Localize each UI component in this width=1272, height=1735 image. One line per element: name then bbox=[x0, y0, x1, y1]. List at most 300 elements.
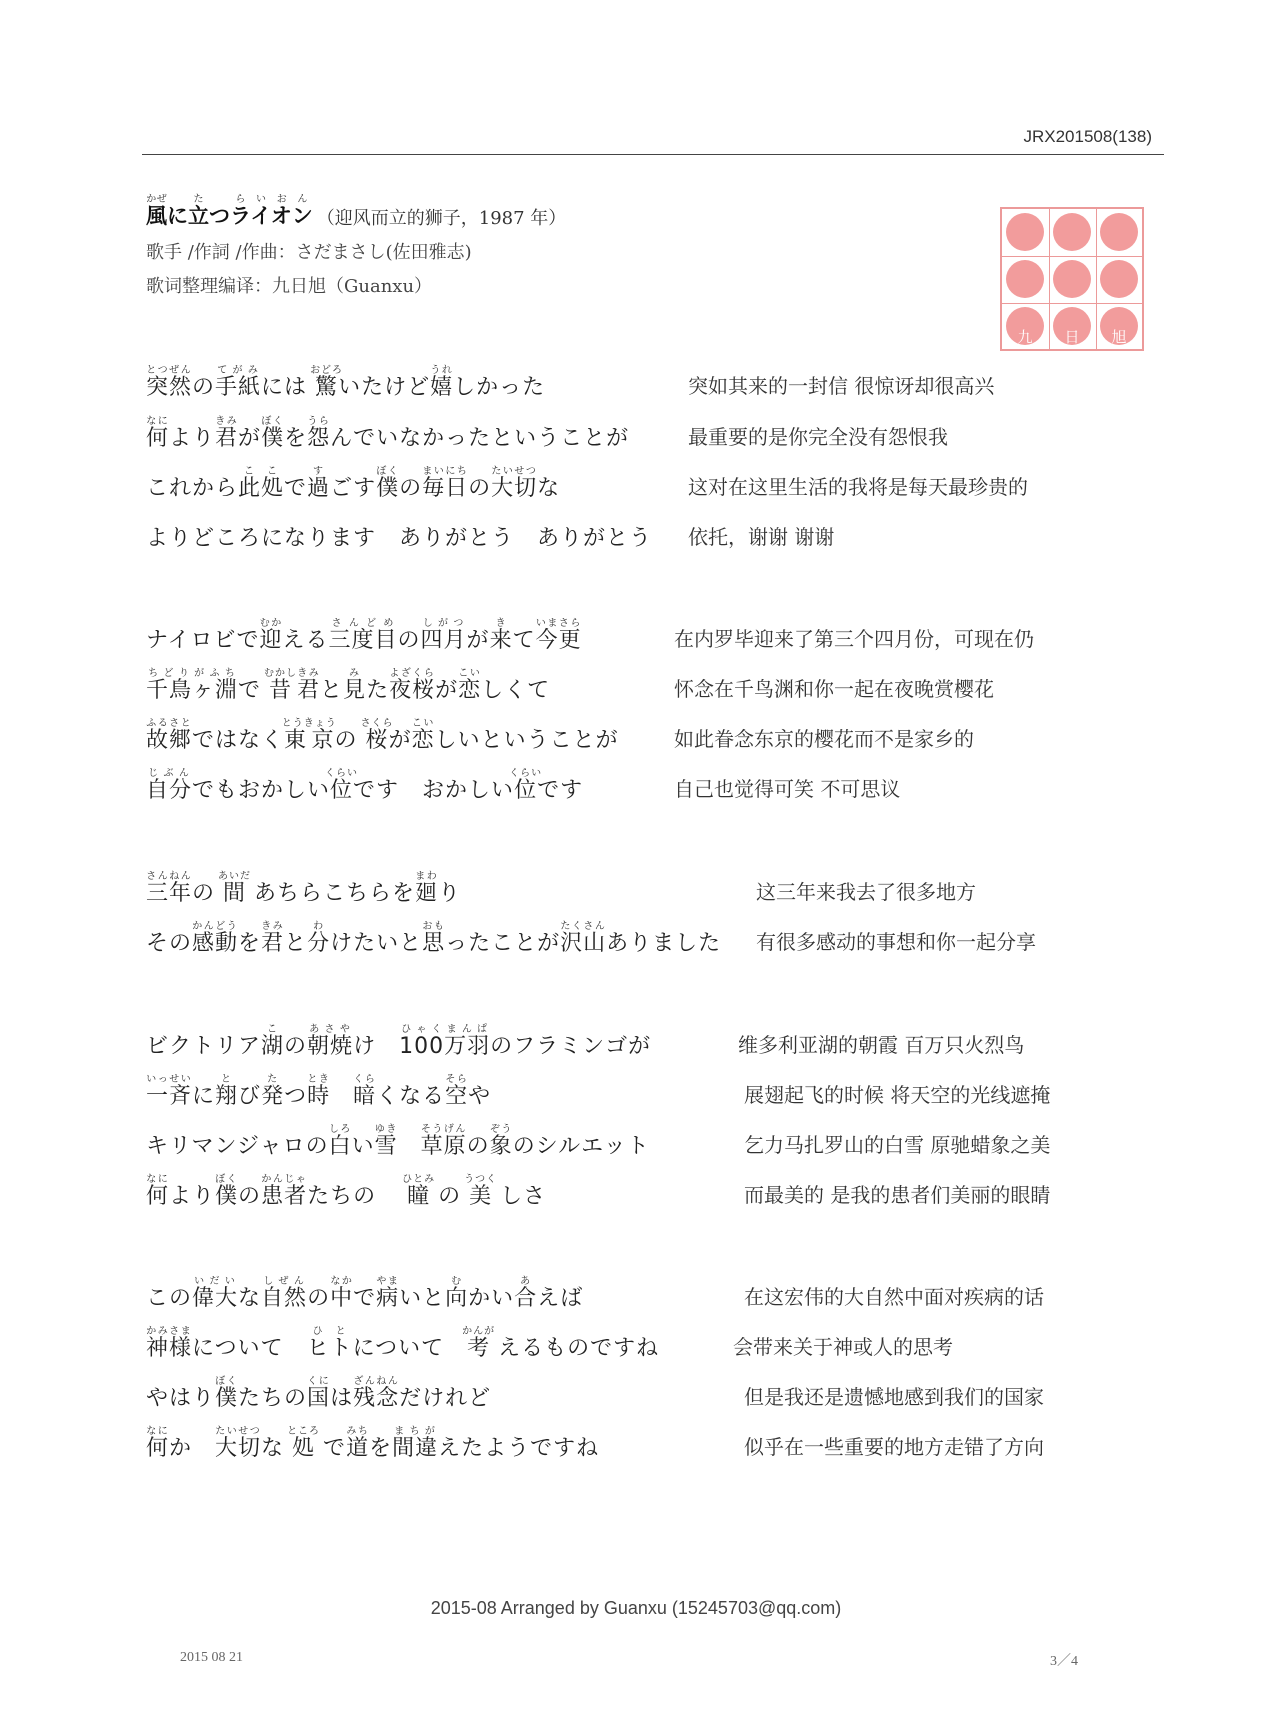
ruby-word bbox=[146, 1426, 170, 1461]
ruby-word bbox=[281, 718, 337, 753]
stamp-grid-line bbox=[1049, 209, 1050, 349]
furigana: かんどう bbox=[192, 921, 239, 932]
ruby-base: 偉大 bbox=[192, 1286, 239, 1311]
chinese-translation: 突如其来的一封信 很惊讶却很高兴 bbox=[688, 374, 995, 398]
furigana: なに bbox=[146, 1174, 170, 1185]
lyric-line bbox=[146, 1116, 1172, 1164]
ruby-word bbox=[261, 921, 285, 956]
ruby-word bbox=[353, 1376, 400, 1411]
furigana: きみ bbox=[297, 668, 321, 679]
furigana: かぜ bbox=[146, 194, 167, 205]
ruby-word bbox=[215, 1376, 239, 1411]
arranged-by-footer: 2015-08 Arranged by Guanxu (15245703@qq.com) bbox=[430, 1598, 842, 1618]
ruby-base: 何 bbox=[146, 1436, 170, 1461]
seal-stamp-logo bbox=[1000, 207, 1144, 351]
ruby-base: 道 bbox=[346, 1436, 370, 1461]
furigana: わ bbox=[307, 921, 331, 932]
lyric-line bbox=[146, 508, 1172, 556]
ruby-base: 国 bbox=[307, 1386, 331, 1411]
lyric-text: つ bbox=[209, 204, 230, 228]
furigana: と bbox=[215, 1074, 239, 1085]
ruby-base: 朝焼 bbox=[307, 1034, 354, 1059]
lyric-text: いと bbox=[399, 1286, 446, 1311]
chinese-translation: 维多利亚湖的朝霞 百万只火烈鸟 bbox=[738, 1033, 1025, 1057]
ruby-word bbox=[325, 768, 359, 803]
lyric-text: について bbox=[192, 1336, 307, 1361]
lyric-text: て bbox=[512, 628, 536, 653]
furigana: おどろ bbox=[310, 365, 344, 376]
lyric-text: です bbox=[537, 778, 584, 803]
title-line bbox=[146, 194, 566, 230]
furigana: さんどめ bbox=[328, 618, 398, 629]
ruby-word bbox=[420, 618, 467, 653]
document-id: JRX201508(138) bbox=[1023, 127, 1152, 146]
furigana: む bbox=[445, 1276, 469, 1287]
lyric-text: の bbox=[399, 476, 423, 501]
ruby-word bbox=[462, 1326, 496, 1361]
ruby-word bbox=[343, 668, 367, 703]
furigana: たくさん bbox=[560, 921, 607, 932]
furigana: まちが bbox=[392, 1426, 439, 1437]
furigana: まわ bbox=[415, 871, 439, 882]
lyric-text: くなる bbox=[376, 1084, 446, 1109]
furigana: くらい bbox=[509, 768, 543, 779]
ruby-base: 患者 bbox=[261, 1184, 308, 1209]
furigana: じぶん bbox=[146, 768, 192, 779]
lyric-text: には bbox=[261, 375, 316, 400]
furigana: た bbox=[188, 194, 209, 205]
ruby-word bbox=[218, 871, 252, 906]
ruby-word bbox=[261, 1276, 308, 1311]
ruby-word bbox=[146, 365, 193, 400]
ruby-word bbox=[287, 1426, 321, 1461]
lyric-text: を bbox=[369, 1436, 393, 1461]
ruby-base: 象 bbox=[489, 1134, 513, 1159]
stamp-dot bbox=[1053, 260, 1091, 298]
chinese-translation: 似乎在一些重要的地方走错了方向 bbox=[744, 1435, 1044, 1459]
furigana: しがつ bbox=[420, 618, 467, 629]
ruby-base: 何 bbox=[146, 426, 170, 451]
japanese-lyric bbox=[146, 1426, 599, 1462]
japanese-lyric bbox=[146, 1174, 546, 1210]
japanese-lyric bbox=[146, 871, 461, 907]
ruby-word bbox=[307, 1024, 354, 1059]
arranger-line: 歌词整理编译：九日旭（Guanxu） bbox=[146, 276, 433, 297]
furigana: ぼく bbox=[261, 416, 285, 427]
ruby-base: 病 bbox=[376, 1286, 400, 1311]
lyric-line bbox=[146, 610, 1172, 658]
lyric-text: この bbox=[146, 1286, 193, 1311]
lyric-text: だけれど bbox=[399, 1386, 492, 1411]
furigana: き bbox=[489, 618, 513, 629]
japanese-lyric bbox=[146, 365, 545, 401]
ruby-word bbox=[215, 416, 239, 451]
furigana: なに bbox=[146, 1426, 170, 1437]
ruby-word bbox=[353, 1074, 377, 1109]
ruby-base: 僕 bbox=[215, 1386, 239, 1411]
ruby-word bbox=[146, 1174, 170, 1209]
lyric-line bbox=[146, 1368, 1172, 1416]
song-title bbox=[146, 194, 313, 230]
furigana: かみさま bbox=[146, 1326, 193, 1337]
furigana: ちどりがふち bbox=[146, 668, 238, 679]
furigana: いっせい bbox=[146, 1074, 193, 1085]
japanese-lyric bbox=[146, 1074, 491, 1110]
lyric-line bbox=[146, 1268, 1172, 1316]
ruby-base: 瞳 bbox=[402, 1184, 436, 1209]
ruby-base: 四月 bbox=[420, 628, 467, 653]
ruby-word bbox=[360, 718, 394, 753]
furigana: いだい bbox=[192, 1276, 239, 1287]
lyric-text: その bbox=[146, 931, 193, 956]
furigana: ぼく bbox=[215, 1174, 239, 1185]
lyric-text: たちの bbox=[238, 1386, 308, 1411]
ruby-word bbox=[146, 1326, 193, 1361]
ruby-base: 発 bbox=[261, 1084, 285, 1109]
lyric-text: える bbox=[282, 628, 329, 653]
ruby-word bbox=[215, 1426, 262, 1461]
japanese-lyric bbox=[146, 466, 560, 502]
lyric-text: しかった bbox=[453, 375, 546, 400]
ruby-word bbox=[376, 1276, 400, 1311]
lyric-text bbox=[330, 1084, 353, 1109]
lyric-text: よりどころになります ありがとう ありがとう bbox=[146, 526, 653, 551]
ruby-base: 草原 bbox=[420, 1134, 467, 1159]
lyric-text: の bbox=[397, 628, 421, 653]
ruby-word bbox=[307, 921, 331, 956]
ruby-base: 僕 bbox=[376, 476, 400, 501]
lyric-text: び bbox=[238, 1084, 262, 1109]
furigana: とき bbox=[307, 1074, 331, 1085]
furigana: さんねん bbox=[146, 871, 193, 882]
ruby-base: 中 bbox=[330, 1286, 354, 1311]
lyric-text: んでいなかったということが bbox=[330, 426, 630, 451]
ruby-word bbox=[215, 1074, 239, 1109]
ruby-base: 迎 bbox=[259, 628, 283, 653]
lyric-text: で bbox=[315, 1436, 347, 1461]
ruby-word bbox=[146, 1074, 193, 1109]
furigana: しろ bbox=[328, 1124, 352, 1135]
lyric-text: で bbox=[238, 678, 270, 703]
ruby-base: 千鳥ヶ淵 bbox=[146, 678, 239, 703]
lyric-text: しくて bbox=[481, 678, 551, 703]
ruby-word bbox=[310, 365, 344, 400]
furigana: こい bbox=[458, 668, 482, 679]
lyric-text: えるものですね bbox=[490, 1336, 660, 1361]
lyric-line bbox=[146, 458, 1172, 506]
ruby-word bbox=[411, 718, 435, 753]
lyric-text: です おかしい bbox=[353, 778, 515, 803]
chinese-translation: 怀念在千鸟渊和你一起在夜晚赏樱花 bbox=[674, 677, 994, 701]
lyric-text: ナイロビで bbox=[146, 628, 260, 653]
furigana: ところ bbox=[287, 1426, 321, 1437]
lyric-text bbox=[398, 1134, 421, 1159]
lyric-text: でもおかしい bbox=[192, 778, 331, 803]
ruby-word bbox=[146, 668, 239, 703]
lyric-text: が bbox=[435, 678, 459, 703]
furigana: ひと bbox=[306, 1326, 353, 1337]
lyric-text: けたいと bbox=[330, 931, 423, 956]
ruby-word bbox=[445, 1074, 469, 1109]
furigana: ゆき bbox=[374, 1124, 398, 1135]
ruby-base: 僕 bbox=[215, 1184, 239, 1209]
japanese-lyric bbox=[146, 1326, 659, 1362]
ruby-base: 間違 bbox=[392, 1436, 439, 1461]
ruby-word bbox=[514, 1276, 538, 1311]
ruby-word bbox=[215, 365, 262, 400]
ruby-word bbox=[422, 466, 469, 501]
ruby-word bbox=[146, 194, 167, 228]
lyric-line bbox=[146, 1418, 1172, 1466]
stamp-grid-line bbox=[1096, 209, 1097, 349]
lyric-text: の bbox=[284, 1034, 308, 1059]
ruby-base: 神様 bbox=[146, 1336, 193, 1361]
ruby-word bbox=[389, 668, 436, 703]
furigana: ぼく bbox=[376, 466, 400, 477]
print-date: 2015 08 21 bbox=[180, 1650, 243, 1665]
ruby-word bbox=[328, 1124, 352, 1159]
furigana: かんが bbox=[462, 1326, 496, 1337]
ruby-base: 昔 bbox=[264, 678, 298, 703]
ruby-base: 風 bbox=[146, 204, 167, 228]
ruby-base: 過 bbox=[307, 476, 331, 501]
lyric-text: に bbox=[192, 1084, 216, 1109]
ruby-base: 東京 bbox=[281, 728, 337, 753]
ruby-word bbox=[328, 618, 398, 653]
ruby-word bbox=[535, 618, 582, 653]
ruby-base: 美 bbox=[464, 1184, 498, 1209]
furigana: らいおん bbox=[230, 194, 313, 205]
furigana: さくら bbox=[360, 718, 394, 729]
ruby-base: 自然 bbox=[261, 1286, 308, 1311]
ruby-word bbox=[261, 1174, 308, 1209]
ruby-base: 三度目 bbox=[328, 628, 398, 653]
ruby-base: 100万羽 bbox=[399, 1034, 491, 1059]
lyric-text: を bbox=[284, 426, 308, 451]
lyric-text: の bbox=[468, 476, 492, 501]
stamp-dot bbox=[1100, 260, 1138, 298]
lyric-text: の bbox=[307, 1286, 331, 1311]
page-number: 3／4 bbox=[1050, 1654, 1078, 1669]
furigana: やま bbox=[376, 1276, 400, 1287]
stamp-char: 九 bbox=[1017, 328, 1033, 346]
chinese-translation: 这对在这里生活的我将是每天最珍贵的 bbox=[688, 475, 1028, 499]
furigana: ざんねん bbox=[353, 1376, 400, 1387]
stamp-grid-line bbox=[1002, 303, 1142, 304]
furigana: たいせつ bbox=[491, 466, 538, 477]
furigana: ぼく bbox=[215, 1376, 239, 1387]
ruby-word bbox=[261, 416, 285, 451]
lyric-text: の bbox=[238, 1184, 262, 1209]
lyric-text: ではなく bbox=[192, 728, 285, 753]
furigana: す bbox=[307, 466, 331, 477]
ruby-base: 時 bbox=[307, 1084, 331, 1109]
ruby-word bbox=[306, 1326, 353, 1361]
lyric-text: ごす bbox=[330, 476, 377, 501]
japanese-lyric bbox=[146, 521, 652, 552]
ruby-word bbox=[430, 365, 454, 400]
lyric-text: の bbox=[334, 728, 366, 753]
ruby-word bbox=[146, 871, 193, 906]
stamp-dot bbox=[1006, 213, 1044, 251]
ruby-base: 恋 bbox=[411, 728, 435, 753]
ruby-base: 見 bbox=[343, 678, 367, 703]
lyric-line bbox=[146, 863, 1172, 911]
ruby-word bbox=[238, 466, 285, 501]
ruby-base: 間 bbox=[218, 881, 252, 906]
ruby-base: 桜 bbox=[360, 728, 394, 753]
ruby-base: 夜桜 bbox=[389, 678, 436, 703]
furigana: おも bbox=[422, 921, 446, 932]
lyric-text: が bbox=[388, 728, 412, 753]
chinese-translation: 在内罗毕迎来了第三个四月份，可现在仍 bbox=[674, 627, 1034, 651]
furigana: くらい bbox=[325, 768, 359, 779]
furigana: とつぜん bbox=[146, 365, 192, 376]
ruby-base: 今更 bbox=[535, 628, 582, 653]
ruby-word bbox=[307, 416, 331, 451]
ruby-word bbox=[192, 921, 239, 956]
chinese-translation: 有很多感动的事想和你一起分享 bbox=[756, 930, 1036, 954]
lyric-text: ビクトリア bbox=[146, 1034, 262, 1059]
lyric-line bbox=[146, 357, 1172, 405]
lyric-text: と bbox=[320, 678, 344, 703]
lyric-line bbox=[146, 1016, 1172, 1064]
ruby-base: 湖 bbox=[261, 1034, 285, 1059]
stamp-dot bbox=[1053, 213, 1091, 251]
title-block bbox=[146, 194, 566, 298]
ruby-base: 翔 bbox=[215, 1084, 239, 1109]
ruby-word bbox=[374, 1124, 398, 1159]
furigana: かんじゃ bbox=[261, 1174, 308, 1185]
lyric-text: キリマンジャロの bbox=[146, 1134, 329, 1159]
furigana: ここ bbox=[238, 466, 285, 477]
ruby-word bbox=[420, 1124, 467, 1159]
furigana: そうげん bbox=[420, 1124, 467, 1135]
furigana: こい bbox=[411, 718, 435, 729]
ruby-word bbox=[509, 768, 543, 803]
chinese-translation: 如此眷念东京的樱花而不是家乡的 bbox=[674, 727, 974, 751]
lyric-text: が bbox=[238, 426, 262, 451]
furigana: あさや bbox=[307, 1024, 354, 1035]
ruby-base: 白 bbox=[328, 1134, 352, 1159]
ruby-base: 此処 bbox=[238, 476, 285, 501]
ruby-base: 手紙 bbox=[215, 375, 262, 400]
furigana: ふるさと bbox=[146, 718, 193, 729]
lyric-line bbox=[146, 408, 1172, 456]
ruby-word bbox=[215, 1174, 239, 1209]
furigana: ぞう bbox=[489, 1124, 513, 1135]
ruby-base: 君 bbox=[297, 678, 321, 703]
ruby-word bbox=[445, 1276, 469, 1311]
furigana: くら bbox=[353, 1074, 377, 1085]
stamp-char: 日 bbox=[1064, 328, 1080, 346]
ruby-word bbox=[422, 921, 446, 956]
japanese-lyric bbox=[146, 1124, 650, 1160]
ruby-base: 合 bbox=[514, 1286, 538, 1311]
lyric-line bbox=[146, 1066, 1172, 1114]
ruby-base: 突然 bbox=[146, 375, 193, 400]
ruby-base: 一斉 bbox=[146, 1084, 193, 1109]
lyric-text: に bbox=[167, 204, 188, 228]
ruby-word bbox=[399, 1024, 491, 1059]
ruby-base: 大切 bbox=[215, 1436, 262, 1461]
japanese-lyric bbox=[146, 416, 629, 452]
ruby-base: 何 bbox=[146, 1184, 170, 1209]
furigana: きみ bbox=[215, 416, 239, 427]
ruby-word bbox=[297, 668, 321, 703]
ruby-base: 立 bbox=[188, 204, 209, 228]
ruby-word bbox=[307, 466, 331, 501]
lyric-text: で bbox=[353, 1286, 377, 1311]
lyric-text: で bbox=[284, 476, 308, 501]
japanese-lyric bbox=[146, 1276, 583, 1312]
furigana: なに bbox=[146, 416, 170, 427]
lyric-text: り bbox=[438, 881, 462, 906]
lyric-text: が bbox=[466, 628, 490, 653]
japanese-lyric bbox=[146, 768, 583, 804]
credits-line: 歌手 /作詞 /作曲：さだまさし(佐田雅志) bbox=[146, 242, 472, 263]
ruby-word bbox=[146, 718, 193, 753]
furigana: くに bbox=[307, 1376, 331, 1387]
lyric-text: やはり bbox=[146, 1386, 216, 1411]
lyric-text: は bbox=[330, 1386, 354, 1411]
furigana: しぜん bbox=[261, 1276, 308, 1287]
japanese-lyric bbox=[146, 618, 582, 654]
furigana: ひゃくまんぱ bbox=[399, 1024, 491, 1035]
lyric-text: より bbox=[169, 426, 216, 451]
japanese-lyric bbox=[146, 1376, 491, 1412]
ruby-base: 君 bbox=[261, 931, 285, 956]
lyric-line bbox=[146, 710, 1172, 758]
ruby-base: 怨 bbox=[307, 426, 331, 451]
ruby-base: 驚 bbox=[310, 375, 344, 400]
ruby-word bbox=[489, 618, 513, 653]
lyric-text: や bbox=[468, 1084, 492, 1109]
lyric-text: について bbox=[352, 1336, 468, 1361]
lyric-text: ありました bbox=[606, 931, 722, 956]
furigana: うつく bbox=[464, 1174, 498, 1185]
lyric-line bbox=[146, 913, 1172, 961]
lyric-line bbox=[146, 760, 1172, 808]
ruby-word bbox=[376, 466, 400, 501]
lyric-text: た bbox=[366, 678, 390, 703]
ruby-word bbox=[146, 768, 193, 803]
ruby-word bbox=[464, 1174, 498, 1209]
ruby-base: 三年 bbox=[146, 881, 193, 906]
lyric-text: のフラミンゴが bbox=[490, 1034, 652, 1059]
ruby-base: 処 bbox=[287, 1436, 321, 1461]
chinese-translation: 最重要的是你完全没有怨恨我 bbox=[688, 425, 948, 449]
stamp-char: 旭 bbox=[1111, 328, 1127, 346]
ruby-base: 僕 bbox=[261, 426, 285, 451]
ruby-word bbox=[491, 466, 538, 501]
ruby-word bbox=[330, 1276, 354, 1311]
lyric-text: の bbox=[466, 1134, 490, 1159]
lyric-text: しいということが bbox=[434, 728, 619, 753]
ruby-base: 君 bbox=[215, 426, 239, 451]
chinese-translation: 而最美的 是我的患者们美丽的眼睛 bbox=[744, 1183, 1051, 1207]
furigana: み bbox=[343, 668, 367, 679]
header-rule bbox=[142, 154, 1164, 155]
lyric-text: な bbox=[238, 1286, 262, 1311]
lyric-text: えたようですね bbox=[438, 1436, 600, 1461]
ruby-base: 来 bbox=[489, 628, 513, 653]
furigana: むかし bbox=[264, 668, 298, 679]
chinese-translation: 会带来关于神或人的思考 bbox=[733, 1335, 953, 1359]
lyric-text: け bbox=[353, 1034, 400, 1059]
ruby-word bbox=[346, 1426, 370, 1461]
ruby-base: 位 bbox=[509, 778, 543, 803]
